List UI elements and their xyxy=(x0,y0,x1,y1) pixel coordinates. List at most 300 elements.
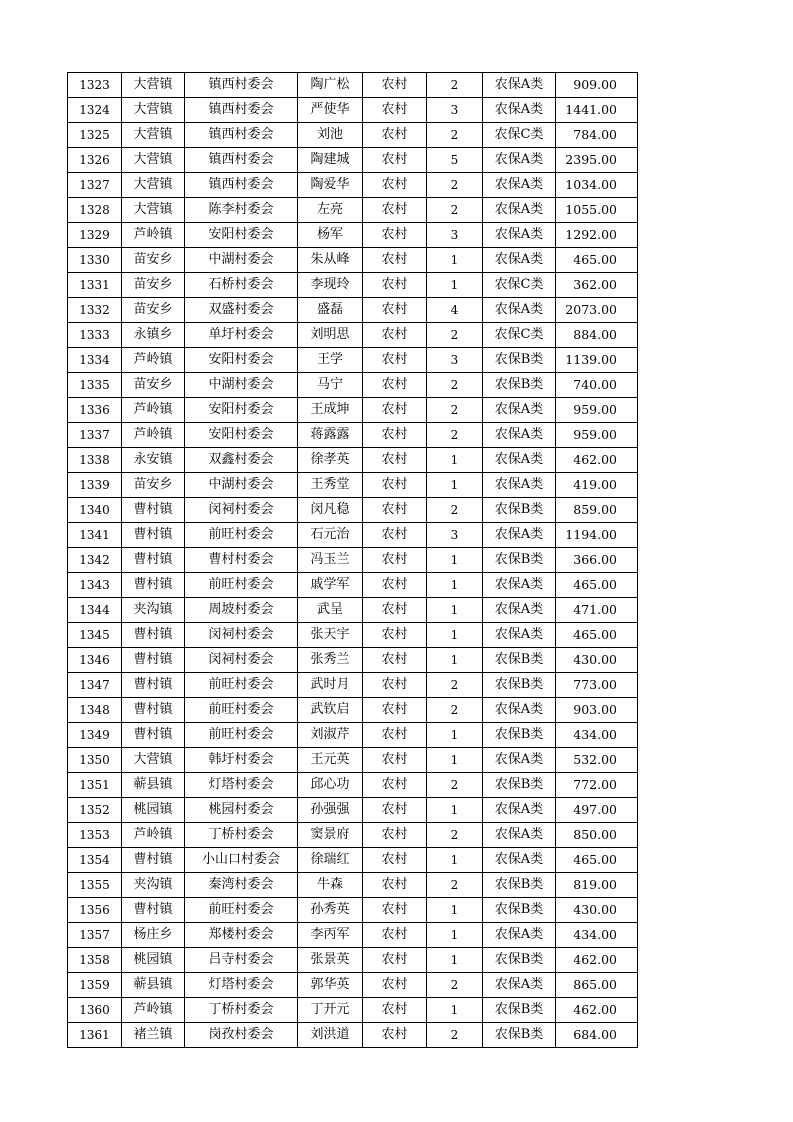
row-number-cell: 1328 xyxy=(68,198,122,223)
amount-cell: 859.00 xyxy=(556,498,638,523)
insurance-category-cell: 农保A类 xyxy=(483,823,556,848)
village-committee-cell: 前旺村委会 xyxy=(185,898,298,923)
household-type-cell: 农村 xyxy=(363,873,427,898)
household-type-cell: 农村 xyxy=(363,323,427,348)
village-committee-cell: 岗孜村委会 xyxy=(185,1023,298,1048)
household-type-cell: 农村 xyxy=(363,673,427,698)
village-committee-cell: 石桥村委会 xyxy=(185,273,298,298)
village-committee-cell: 前旺村委会 xyxy=(185,573,298,598)
table-row xyxy=(68,173,638,198)
person-name-cell: 邱心功 xyxy=(298,773,363,798)
insurance-category-cell: 农保A类 xyxy=(483,223,556,248)
household-type-cell: 农村 xyxy=(363,123,427,148)
person-name-cell: 石元治 xyxy=(298,523,363,548)
table-row xyxy=(68,723,638,748)
person-count-cell: 3 xyxy=(427,98,483,123)
person-name-cell: 王成坤 xyxy=(298,398,363,423)
person-name-cell: 王秀堂 xyxy=(298,473,363,498)
person-name-cell: 徐孝英 xyxy=(298,448,363,473)
town-cell: 曹村镇 xyxy=(122,498,185,523)
row-number-cell: 1347 xyxy=(68,673,122,698)
amount-cell: 465.00 xyxy=(556,623,638,648)
person-count-cell: 1 xyxy=(427,548,483,573)
person-count-cell: 1 xyxy=(427,723,483,748)
town-cell: 苗安乡 xyxy=(122,298,185,323)
amount-cell: 465.00 xyxy=(556,848,638,873)
row-number-cell: 1357 xyxy=(68,923,122,948)
amount-cell: 366.00 xyxy=(556,548,638,573)
amount-cell: 884.00 xyxy=(556,323,638,348)
insurance-category-cell: 农保A类 xyxy=(483,748,556,773)
table-row xyxy=(68,923,638,948)
person-count-cell: 3 xyxy=(427,523,483,548)
insurance-category-cell: 农保B类 xyxy=(483,673,556,698)
row-number-cell: 1325 xyxy=(68,123,122,148)
household-type-cell: 农村 xyxy=(363,773,427,798)
person-name-cell: 徐瑞红 xyxy=(298,848,363,873)
town-cell: 大营镇 xyxy=(122,148,185,173)
household-type-cell: 农村 xyxy=(363,723,427,748)
household-type-cell: 农村 xyxy=(363,348,427,373)
person-name-cell: 陶爱华 xyxy=(298,173,363,198)
town-cell: 大营镇 xyxy=(122,748,185,773)
household-type-cell: 农村 xyxy=(363,273,427,298)
village-committee-cell: 安阳村委会 xyxy=(185,398,298,423)
town-cell: 大营镇 xyxy=(122,98,185,123)
person-count-cell: 1 xyxy=(427,273,483,298)
amount-cell: 850.00 xyxy=(556,823,638,848)
person-count-cell: 2 xyxy=(427,173,483,198)
household-type-cell: 农村 xyxy=(363,448,427,473)
person-name-cell: 孙强强 xyxy=(298,798,363,823)
person-count-cell: 2 xyxy=(427,398,483,423)
row-number-cell: 1329 xyxy=(68,223,122,248)
town-cell: 曹村镇 xyxy=(122,698,185,723)
row-number-cell: 1324 xyxy=(68,98,122,123)
person-name-cell: 王学 xyxy=(298,348,363,373)
table-row xyxy=(68,348,638,373)
village-committee-cell: 灯塔村委会 xyxy=(185,773,298,798)
insurance-category-cell: 农保A类 xyxy=(483,598,556,623)
table-row xyxy=(68,248,638,273)
insurance-category-cell: 农保C类 xyxy=(483,123,556,148)
insurance-category-cell: 农保A类 xyxy=(483,148,556,173)
town-cell: 苗安乡 xyxy=(122,373,185,398)
amount-cell: 430.00 xyxy=(556,898,638,923)
amount-cell: 462.00 xyxy=(556,998,638,1023)
amount-cell: 1194.00 xyxy=(556,523,638,548)
person-count-cell: 2 xyxy=(427,373,483,398)
village-committee-cell: 镇西村委会 xyxy=(185,98,298,123)
person-count-cell: 2 xyxy=(427,423,483,448)
household-type-cell: 农村 xyxy=(363,623,427,648)
table-row xyxy=(68,148,638,173)
amount-cell: 1292.00 xyxy=(556,223,638,248)
person-count-cell: 1 xyxy=(427,623,483,648)
town-cell: 永安镇 xyxy=(122,448,185,473)
town-cell: 芦岭镇 xyxy=(122,423,185,448)
row-number-cell: 1343 xyxy=(68,573,122,598)
person-name-cell: 刘淑芹 xyxy=(298,723,363,748)
household-type-cell: 农村 xyxy=(363,748,427,773)
town-cell: 杨庄乡 xyxy=(122,923,185,948)
person-count-cell: 1 xyxy=(427,998,483,1023)
person-count-cell: 1 xyxy=(427,648,483,673)
person-count-cell: 1 xyxy=(427,573,483,598)
household-type-cell: 农村 xyxy=(363,248,427,273)
roster-body xyxy=(68,73,638,1048)
household-type-cell: 农村 xyxy=(363,523,427,548)
row-number-cell: 1351 xyxy=(68,773,122,798)
village-committee-cell: 吕寺村委会 xyxy=(185,948,298,973)
person-name-cell: 刘明思 xyxy=(298,323,363,348)
insurance-category-cell: 农保A类 xyxy=(483,473,556,498)
village-committee-cell: 安阳村委会 xyxy=(185,348,298,373)
person-name-cell: 孙秀英 xyxy=(298,898,363,923)
household-type-cell: 农村 xyxy=(363,998,427,1023)
person-name-cell: 刘洪道 xyxy=(298,1023,363,1048)
town-cell: 曹村镇 xyxy=(122,723,185,748)
insurance-category-cell: 农保A类 xyxy=(483,73,556,98)
person-count-cell: 2 xyxy=(427,323,483,348)
person-count-cell: 2 xyxy=(427,1023,483,1048)
town-cell: 大营镇 xyxy=(122,198,185,223)
table-row xyxy=(68,773,638,798)
table-row xyxy=(68,323,638,348)
insurance-category-cell: 农保A类 xyxy=(483,98,556,123)
village-committee-cell: 陈李村委会 xyxy=(185,198,298,223)
insurance-category-cell: 农保B类 xyxy=(483,723,556,748)
table-row xyxy=(68,648,638,673)
amount-cell: 959.00 xyxy=(556,423,638,448)
town-cell: 苗安乡 xyxy=(122,273,185,298)
insurance-category-cell: 农保A类 xyxy=(483,698,556,723)
table-row xyxy=(68,748,638,773)
person-count-cell: 2 xyxy=(427,773,483,798)
row-number-cell: 1359 xyxy=(68,973,122,998)
insurance-category-cell: 农保A类 xyxy=(483,398,556,423)
insurance-category-cell: 农保A类 xyxy=(483,448,556,473)
person-name-cell: 张天宇 xyxy=(298,623,363,648)
household-type-cell: 农村 xyxy=(363,698,427,723)
table-row xyxy=(68,848,638,873)
household-type-cell: 农村 xyxy=(363,73,427,98)
person-count-cell: 4 xyxy=(427,298,483,323)
amount-cell: 497.00 xyxy=(556,798,638,823)
insurance-category-cell: 农保C类 xyxy=(483,273,556,298)
table-row xyxy=(68,698,638,723)
person-count-cell: 2 xyxy=(427,73,483,98)
person-name-cell: 冯玉兰 xyxy=(298,548,363,573)
village-committee-cell: 中湖村委会 xyxy=(185,248,298,273)
amount-cell: 959.00 xyxy=(556,398,638,423)
town-cell: 蕲县镇 xyxy=(122,773,185,798)
person-name-cell: 牛森 xyxy=(298,873,363,898)
table-row xyxy=(68,373,638,398)
household-type-cell: 农村 xyxy=(363,973,427,998)
table-row xyxy=(68,598,638,623)
table-row xyxy=(68,898,638,923)
person-name-cell: 杨军 xyxy=(298,223,363,248)
person-count-cell: 1 xyxy=(427,248,483,273)
person-name-cell: 严使华 xyxy=(298,98,363,123)
household-type-cell: 农村 xyxy=(363,1023,427,1048)
row-number-cell: 1336 xyxy=(68,398,122,423)
table-row xyxy=(68,523,638,548)
row-number-cell: 1323 xyxy=(68,73,122,98)
person-name-cell: 丁开元 xyxy=(298,998,363,1023)
household-type-cell: 农村 xyxy=(363,798,427,823)
town-cell: 曹村镇 xyxy=(122,673,185,698)
amount-cell: 532.00 xyxy=(556,748,638,773)
village-committee-cell: 镇西村委会 xyxy=(185,148,298,173)
table-row xyxy=(68,573,638,598)
insurance-category-cell: 农保B类 xyxy=(483,998,556,1023)
person-count-cell: 2 xyxy=(427,123,483,148)
household-type-cell: 农村 xyxy=(363,298,427,323)
village-committee-cell: 单圩村委会 xyxy=(185,323,298,348)
amount-cell: 903.00 xyxy=(556,698,638,723)
town-cell: 曹村镇 xyxy=(122,898,185,923)
person-count-cell: 3 xyxy=(427,348,483,373)
amount-cell: 772.00 xyxy=(556,773,638,798)
village-committee-cell: 安阳村委会 xyxy=(185,423,298,448)
person-name-cell: 戚学军 xyxy=(298,573,363,598)
town-cell: 芦岭镇 xyxy=(122,398,185,423)
person-name-cell: 马宁 xyxy=(298,373,363,398)
table-row xyxy=(68,223,638,248)
person-count-cell: 2 xyxy=(427,873,483,898)
household-type-cell: 农村 xyxy=(363,498,427,523)
town-cell: 曹村镇 xyxy=(122,548,185,573)
table-row xyxy=(68,273,638,298)
household-type-cell: 农村 xyxy=(363,473,427,498)
insurance-category-cell: 农保A类 xyxy=(483,923,556,948)
table-row xyxy=(68,298,638,323)
village-committee-cell: 双鑫村委会 xyxy=(185,448,298,473)
household-type-cell: 农村 xyxy=(363,548,427,573)
row-number-cell: 1349 xyxy=(68,723,122,748)
amount-cell: 1139.00 xyxy=(556,348,638,373)
insurance-category-cell: 农保A类 xyxy=(483,198,556,223)
insurance-category-cell: 农保B类 xyxy=(483,498,556,523)
amount-cell: 909.00 xyxy=(556,73,638,98)
household-type-cell: 农村 xyxy=(363,148,427,173)
household-type-cell: 农村 xyxy=(363,223,427,248)
village-committee-cell: 韩圩村委会 xyxy=(185,748,298,773)
household-type-cell: 农村 xyxy=(363,573,427,598)
person-count-cell: 2 xyxy=(427,498,483,523)
household-type-cell: 农村 xyxy=(363,423,427,448)
household-type-cell: 农村 xyxy=(363,373,427,398)
table-row xyxy=(68,998,638,1023)
person-count-cell: 1 xyxy=(427,948,483,973)
row-number-cell: 1339 xyxy=(68,473,122,498)
table-row xyxy=(68,973,638,998)
amount-cell: 784.00 xyxy=(556,123,638,148)
table-row xyxy=(68,873,638,898)
insurance-category-cell: 农保A类 xyxy=(483,298,556,323)
table-row xyxy=(68,498,638,523)
village-committee-cell: 中湖村委会 xyxy=(185,473,298,498)
row-number-cell: 1330 xyxy=(68,248,122,273)
table-row xyxy=(68,623,638,648)
insurance-category-cell: 农保A类 xyxy=(483,798,556,823)
village-committee-cell: 闵祠村委会 xyxy=(185,498,298,523)
person-name-cell: 陶建城 xyxy=(298,148,363,173)
person-count-cell: 2 xyxy=(427,823,483,848)
amount-cell: 773.00 xyxy=(556,673,638,698)
table-row xyxy=(68,398,638,423)
village-committee-cell: 灯塔村委会 xyxy=(185,973,298,998)
town-cell: 芦岭镇 xyxy=(122,823,185,848)
table-row xyxy=(68,673,638,698)
person-name-cell: 窦景府 xyxy=(298,823,363,848)
household-type-cell: 农村 xyxy=(363,898,427,923)
household-type-cell: 农村 xyxy=(363,598,427,623)
town-cell: 夹沟镇 xyxy=(122,598,185,623)
person-count-cell: 1 xyxy=(427,598,483,623)
amount-cell: 434.00 xyxy=(556,723,638,748)
row-number-cell: 1358 xyxy=(68,948,122,973)
insurance-category-cell: 农保A类 xyxy=(483,623,556,648)
village-committee-cell: 前旺村委会 xyxy=(185,673,298,698)
person-name-cell: 武呈 xyxy=(298,598,363,623)
person-count-cell: 3 xyxy=(427,223,483,248)
amount-cell: 462.00 xyxy=(556,948,638,973)
village-committee-cell: 秦湾村委会 xyxy=(185,873,298,898)
household-type-cell: 农村 xyxy=(363,173,427,198)
village-committee-cell: 中湖村委会 xyxy=(185,373,298,398)
insurance-category-cell: 农保A类 xyxy=(483,248,556,273)
person-name-cell: 李现玲 xyxy=(298,273,363,298)
row-number-cell: 1350 xyxy=(68,748,122,773)
row-number-cell: 1344 xyxy=(68,598,122,623)
amount-cell: 465.00 xyxy=(556,573,638,598)
town-cell: 褚兰镇 xyxy=(122,1023,185,1048)
village-committee-cell: 丁桥村委会 xyxy=(185,998,298,1023)
row-number-cell: 1334 xyxy=(68,348,122,373)
person-count-cell: 1 xyxy=(427,473,483,498)
row-number-cell: 1327 xyxy=(68,173,122,198)
amount-cell: 462.00 xyxy=(556,448,638,473)
amount-cell: 465.00 xyxy=(556,248,638,273)
insurance-category-cell: 农保B类 xyxy=(483,548,556,573)
household-type-cell: 农村 xyxy=(363,948,427,973)
table-row xyxy=(68,1023,638,1048)
person-count-cell: 1 xyxy=(427,448,483,473)
person-name-cell: 郭华英 xyxy=(298,973,363,998)
insurance-category-cell: 农保A类 xyxy=(483,523,556,548)
village-committee-cell: 双盛村委会 xyxy=(185,298,298,323)
town-cell: 大营镇 xyxy=(122,123,185,148)
insurance-category-cell: 农保B类 xyxy=(483,773,556,798)
household-type-cell: 农村 xyxy=(363,98,427,123)
amount-cell: 819.00 xyxy=(556,873,638,898)
row-number-cell: 1332 xyxy=(68,298,122,323)
table-row xyxy=(68,98,638,123)
household-type-cell: 农村 xyxy=(363,398,427,423)
village-committee-cell: 闵祠村委会 xyxy=(185,648,298,673)
row-number-cell: 1361 xyxy=(68,1023,122,1048)
amount-cell: 1441.00 xyxy=(556,98,638,123)
table-row xyxy=(68,123,638,148)
person-name-cell: 蒋露露 xyxy=(298,423,363,448)
town-cell: 芦岭镇 xyxy=(122,223,185,248)
table-row xyxy=(68,473,638,498)
row-number-cell: 1335 xyxy=(68,373,122,398)
village-committee-cell: 周坡村委会 xyxy=(185,598,298,623)
town-cell: 桃园镇 xyxy=(122,948,185,973)
person-name-cell: 王元英 xyxy=(298,748,363,773)
village-committee-cell: 小山口村委会 xyxy=(185,848,298,873)
insurance-category-cell: 农保B类 xyxy=(483,348,556,373)
person-name-cell: 张景英 xyxy=(298,948,363,973)
town-cell: 蕲县镇 xyxy=(122,973,185,998)
household-type-cell: 农村 xyxy=(363,198,427,223)
table-row xyxy=(68,198,638,223)
row-number-cell: 1337 xyxy=(68,423,122,448)
amount-cell: 362.00 xyxy=(556,273,638,298)
village-committee-cell: 闵祠村委会 xyxy=(185,623,298,648)
insurance-category-cell: 农保A类 xyxy=(483,573,556,598)
insurance-category-cell: 农保A类 xyxy=(483,973,556,998)
person-name-cell: 朱从峰 xyxy=(298,248,363,273)
row-number-cell: 1355 xyxy=(68,873,122,898)
table-row xyxy=(68,548,638,573)
table-row xyxy=(68,423,638,448)
person-name-cell: 盛磊 xyxy=(298,298,363,323)
amount-cell: 419.00 xyxy=(556,473,638,498)
household-type-cell: 农村 xyxy=(363,848,427,873)
person-name-cell: 张秀兰 xyxy=(298,648,363,673)
person-name-cell: 武时月 xyxy=(298,673,363,698)
row-number-cell: 1338 xyxy=(68,448,122,473)
row-number-cell: 1353 xyxy=(68,823,122,848)
village-committee-cell: 前旺村委会 xyxy=(185,698,298,723)
person-count-cell: 1 xyxy=(427,898,483,923)
person-name-cell: 武钦启 xyxy=(298,698,363,723)
row-number-cell: 1360 xyxy=(68,998,122,1023)
insurance-category-cell: 农保B类 xyxy=(483,948,556,973)
amount-cell: 471.00 xyxy=(556,598,638,623)
row-number-cell: 1352 xyxy=(68,798,122,823)
amount-cell: 434.00 xyxy=(556,923,638,948)
table-row xyxy=(68,948,638,973)
person-count-cell: 1 xyxy=(427,848,483,873)
household-type-cell: 农村 xyxy=(363,823,427,848)
insurance-category-cell: 农保A类 xyxy=(483,173,556,198)
person-count-cell: 2 xyxy=(427,973,483,998)
person-count-cell: 1 xyxy=(427,798,483,823)
row-number-cell: 1341 xyxy=(68,523,122,548)
town-cell: 夹沟镇 xyxy=(122,873,185,898)
table-row xyxy=(68,798,638,823)
row-number-cell: 1346 xyxy=(68,648,122,673)
village-committee-cell: 安阳村委会 xyxy=(185,223,298,248)
person-count-cell: 1 xyxy=(427,748,483,773)
insurance-category-cell: 农保B类 xyxy=(483,898,556,923)
town-cell: 芦岭镇 xyxy=(122,998,185,1023)
row-number-cell: 1354 xyxy=(68,848,122,873)
amount-cell: 2395.00 xyxy=(556,148,638,173)
insurance-category-cell: 农保A类 xyxy=(483,423,556,448)
town-cell: 大营镇 xyxy=(122,73,185,98)
person-count-cell: 2 xyxy=(427,198,483,223)
insurance-category-cell: 农保B类 xyxy=(483,1023,556,1048)
person-name-cell: 陶广松 xyxy=(298,73,363,98)
row-number-cell: 1333 xyxy=(68,323,122,348)
